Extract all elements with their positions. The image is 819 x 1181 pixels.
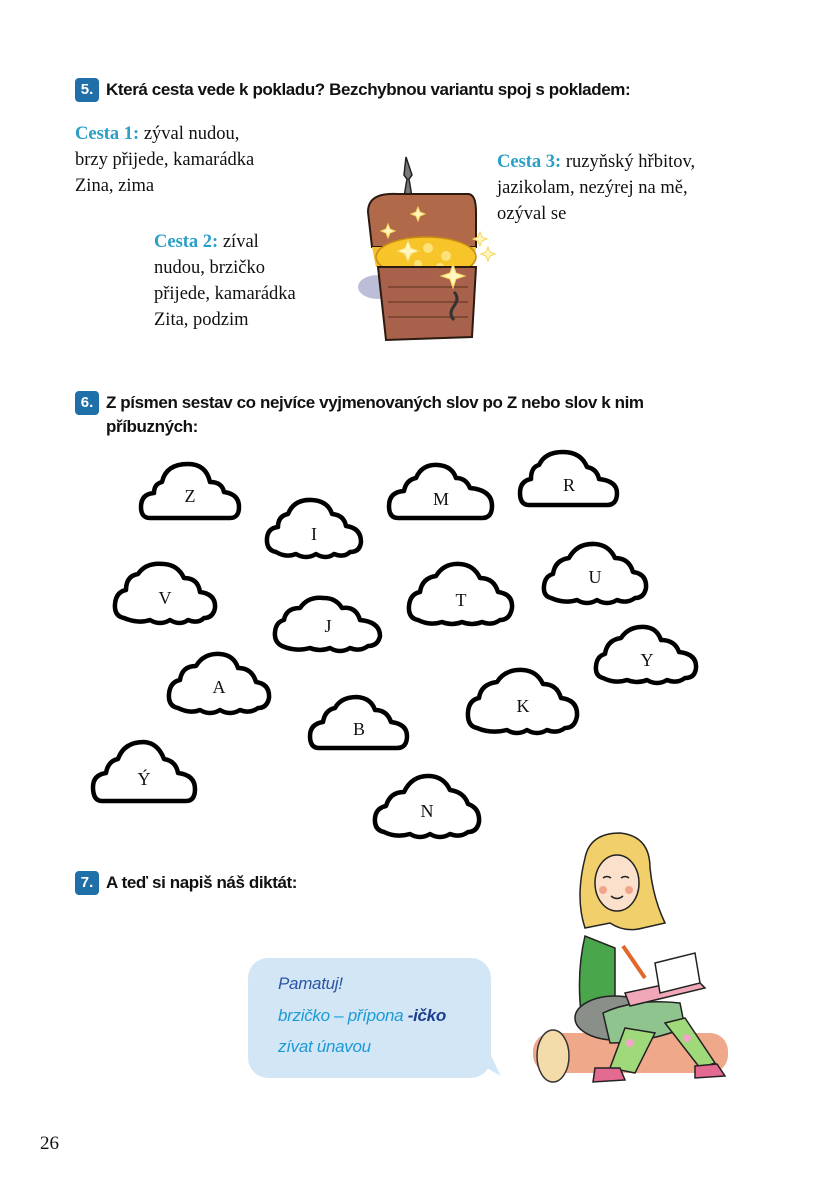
letter-cloud[interactable]: M	[386, 460, 496, 522]
letter-cloud[interactable]: A	[166, 650, 272, 716]
letter-cloud[interactable]: R	[517, 449, 621, 509]
girl-writing-illustration	[515, 828, 740, 1093]
note-line-1: brzičko – přípona -ičko	[278, 1006, 446, 1025]
note-title: Pamatuj!	[278, 974, 343, 993]
page-number: 26	[40, 1133, 59, 1154]
note-line-2: zívat únavou	[278, 1037, 371, 1056]
route-label: Cesta 2:	[154, 232, 219, 252]
letter-cloud[interactable]: B	[307, 694, 411, 752]
letter-cloud[interactable]: Y	[593, 624, 701, 686]
route-label: Cesta 3:	[497, 152, 562, 172]
task-instruction: Z písmen sestav co nejvíce vyjmenovaných slov po Z nebo slov k nim příbuzných:	[106, 393, 644, 436]
letter-cloud[interactable]: Ý	[90, 739, 198, 805]
letter-cloud[interactable]: T	[406, 560, 516, 626]
letter-cloud[interactable]: K	[465, 666, 581, 736]
treasure-chest-icon	[348, 152, 508, 347]
letter-cloud[interactable]: U	[541, 540, 649, 606]
task-5-heading	[75, 78, 630, 102]
task-number-badge: 6.	[75, 391, 99, 415]
task-instruction: A teď si napiš náš diktát:	[106, 873, 298, 892]
task-number-badge: 7.	[75, 871, 99, 895]
remember-note	[248, 958, 491, 1078]
route-2[interactable]: Cesta 2: zíval nudou, brzičko přijede, kamarádka Zita, podzim	[154, 232, 296, 330]
letter-cloud[interactable]: V	[112, 560, 218, 626]
task-7-heading	[75, 871, 297, 895]
letter-cloud[interactable]: N	[372, 772, 482, 840]
treasure-chest-illustration[interactable]	[348, 152, 508, 347]
route-3[interactable]: Cesta 3: ruzyňský hřbitov, jazikolam, nezýrej na mě, ozýval se	[497, 152, 696, 224]
task-instruction: Která cesta vede k pokladu? Bezchybnou variantu spoj s pokladem:	[106, 80, 631, 99]
letter-cloud[interactable]: Z	[138, 460, 242, 522]
route-1[interactable]: Cesta 1: zýval nudou, brzy přijede, kamarádka Zina, zima	[75, 124, 255, 196]
task-number-badge: 5.	[75, 78, 99, 102]
letter-cloud[interactable]: J	[272, 594, 384, 654]
task-6-heading	[75, 391, 644, 439]
letter-cloud[interactable]: I	[264, 496, 364, 560]
girl-writing-icon	[515, 828, 740, 1093]
route-label: Cesta 1:	[75, 124, 140, 144]
